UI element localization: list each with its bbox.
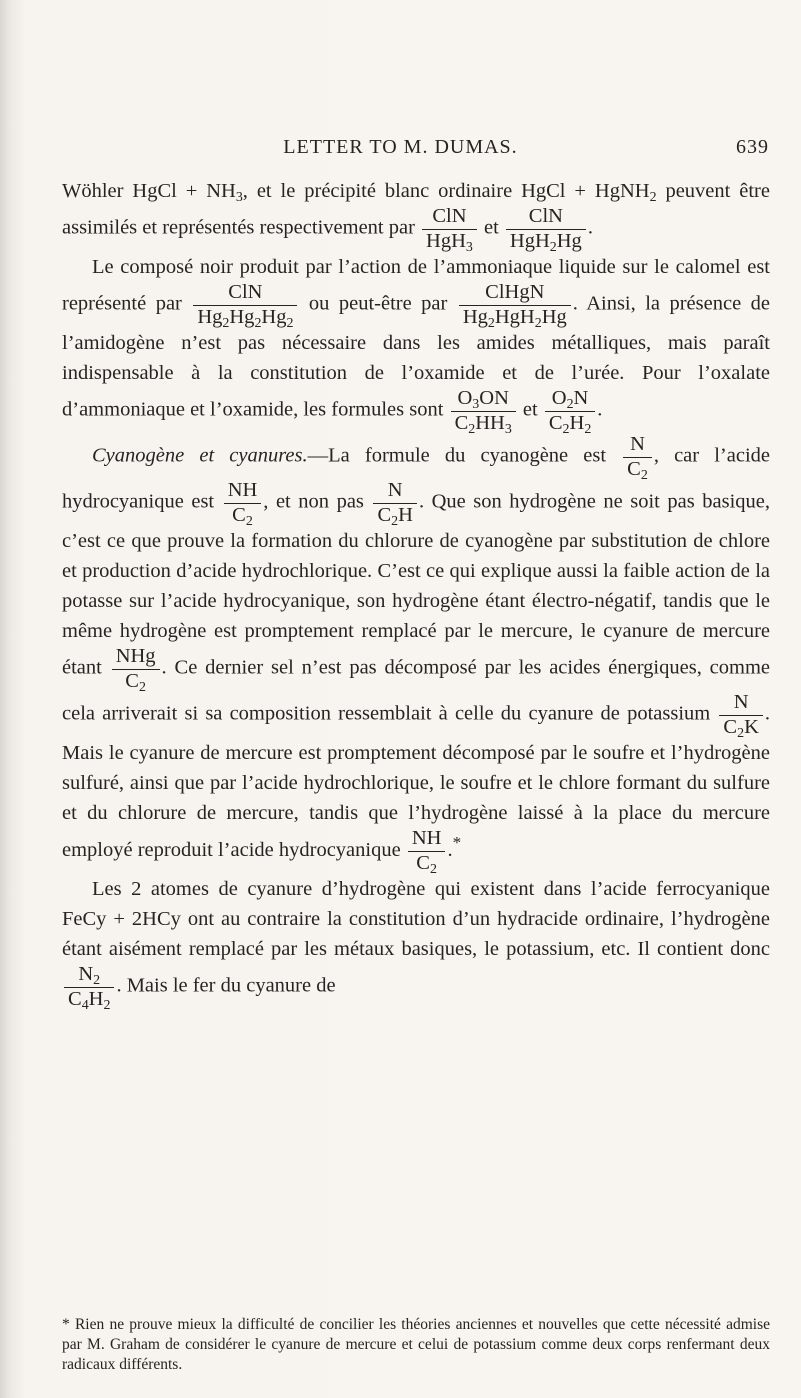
formula-text: N: [78, 963, 94, 986]
subscript: 2: [487, 315, 495, 331]
subscript: 2: [222, 315, 230, 331]
formula-text: C: [125, 669, 139, 692]
text-run: . Mais le cyanure de mercure est promptement décomposé par le soufre et l’hydrogène sulfuré, ainsi que par l’acide hydrochlorique, le soufre et le chlore formant du sulfure et du chlorure de mercure, tandis que l’hydrogène laissé à la place du mercure employé reproduit l’acide hydrocyanique: [62, 702, 770, 862]
formula-text: Hg: [229, 305, 255, 328]
denominator: [408, 852, 446, 875]
text-run: Wöhler HgCl + NH: [62, 180, 236, 202]
subscript: 2: [534, 315, 542, 331]
text-run: et: [484, 216, 499, 239]
denominator: [623, 458, 652, 481]
subscript: 3: [472, 396, 480, 412]
text-run: , et le précipité blanc ordinaire HgCl + HgNH: [242, 180, 650, 202]
text-run: . Ce dernier sel n’est pas décomposé par les acides énergiques, comme cela arriverait si sa composition ressemblait à celle du cyanure de potassium: [62, 656, 770, 725]
formula-fraction: [193, 281, 297, 331]
formula-text: C: [232, 503, 246, 526]
formula-text: HgH: [494, 305, 535, 328]
numerator: N: [373, 480, 416, 504]
formula-text: C: [416, 851, 430, 874]
formula-text: C: [454, 411, 469, 434]
denominator: $C_2K$: [723, 715, 759, 741]
formula-text: Hg: [556, 229, 582, 252]
formula-fraction: [408, 827, 446, 877]
numerator: NHg: [112, 646, 160, 670]
formula-fraction: [623, 433, 652, 483]
formula-text: C: [548, 411, 563, 434]
denominator: [422, 230, 477, 253]
subscript: 2: [566, 396, 574, 412]
formula-text: HgH: [509, 229, 550, 252]
numerator: $O_3ON$: [451, 388, 516, 412]
formula-fraction: [373, 479, 416, 529]
subscript: 2: [562, 421, 570, 437]
formula-fraction: [422, 205, 477, 255]
denominator: $C_2H_2$: [548, 411, 592, 437]
text-run: —La formule du cyanogène est: [307, 444, 607, 467]
formula-fraction: [112, 645, 160, 695]
subscript: 2: [138, 679, 146, 695]
denominator: $C_4H_2$: [68, 987, 111, 1013]
subscript: 2: [549, 239, 557, 255]
numerator: NH: [224, 480, 262, 504]
formula-text: HgH: [426, 229, 466, 252]
denominator: $C_2HH_3$: [454, 411, 512, 437]
numerator: N: [623, 434, 652, 458]
subscript: 2: [649, 189, 657, 205]
numerator: $O_2N$: [545, 388, 595, 412]
subscript: 2: [286, 315, 294, 331]
text-run: , et non pas: [263, 490, 364, 513]
text-run: Les 2 atomes de cyanure d’hydrogène qui existent dans l’acide ferrocyanique FeCy + 2HCy ont au contraire la constitution d’un hydracide ordinaire, l’hydrogène étant aisément remplacé par les métaux basiques, le potassium, etc. Il contient donc: [62, 878, 770, 961]
formula-text: Hg: [541, 305, 567, 328]
footnote-marker: *: [62, 1316, 70, 1333]
numerator: N: [719, 692, 762, 716]
formula-text: C: [377, 503, 392, 526]
formula-text: C: [627, 457, 641, 480]
formula-text: C: [723, 715, 738, 738]
footnote: [62, 1315, 770, 1375]
text-run: peuvent être assimilés et représentés respectivement par: [62, 180, 770, 239]
subscript: 2: [737, 725, 745, 741]
text-run: et: [522, 398, 538, 421]
formula-text: Hg: [261, 305, 287, 328]
denominator: $C_2H$: [377, 503, 413, 529]
subscript: 2: [93, 973, 101, 989]
denominator: [224, 504, 262, 527]
subscript: 2: [640, 467, 648, 483]
formula-fraction: [64, 963, 114, 1013]
numerator: ClN: [506, 206, 586, 230]
subscript: 3: [465, 239, 473, 255]
subscript: 3: [235, 189, 243, 205]
body-text: [62, 176, 771, 1013]
text-run: . Que son hydrogène ne soit pas basique, c’est ce que prouve la formation du chlorure de cyanogène par substitution de chlore et production d’acide hydrochlorique. C’est ce qui explique aussi la faible action de la potasse sur l’acide hydrocyanique, son hydrogène étant électro-négatif, tandis que le même hydrogène est promptement remplacé par le mercure, le cyanure de mercure étant: [62, 490, 771, 679]
subscript: 2: [245, 513, 253, 529]
paragraph: Le composé noir produit par l’action de l’ammoniaque liquide sur le calomel est représenté par $\frac{\text{ClN}}{Hg_2Hg_2Hg_2}$ ou peut-être par $\frac{\text{ClHgN}}{Hg_2HgH_2Hg}$ . Ainsi, la présence de l’amidogène n’est pas nécessaire dans les amides métalliques, mais paraît indispensable à la constitution de l’oxamide et de l’urée. Pour l’oxalate d’ammoniaque et l’oxamide, les formules sont $\frac{O_3ON}{C_2HH_3}$ et $\frac{O_2N}{C_2H_2}$ .: [62, 256, 770, 437]
denominator: [193, 306, 297, 329]
formula-text: C: [68, 987, 82, 1010]
formula-text: Hg: [462, 305, 488, 328]
footnote-marker: *: [452, 833, 462, 853]
formula-fraction: [459, 281, 571, 331]
text-run: , car l’acide hydrocyanique est: [62, 444, 770, 513]
text-run: ou peut-être par: [308, 292, 448, 315]
formula-text: Hg: [197, 305, 223, 328]
paragraph: Cyanogène et cyanures.—La formule du cyanogène est $\frac{N}{C_2}$ , car l’acide hydrocyanique est $\frac{NH}{C_2}$ , et non pas $\frac{N}{C_2H}$ . Que son hydrogène ne soit pas basique, c’est ce que prouve la formation du chlorure de cyanogène par substitution de chlore et production d’acide hydrochlorique. C’est ce qui explique aussi la faible action de la potasse sur l’acide hydrocyanique, son hydrogène étant électro-négatif, tandis que le même hydrogène est promptement remplacé par le mercure, le cyanure de mercure étant $\frac{\text{NHg}}{C_2}$ . Ce dernier sel n’est pas décomposé par les acides énergiques, comme cela arriverait si sa composition ressemblait à celle du cyanure de potassium $\frac{N}{C_2K}$ . Mais le cyanure de mercure est promptement décomposé par le soufre et l’hydrogène sulfuré, ainsi que par l’acide hydrochlorique, le soufre et le chlore formant du sulfure et du chlorure de mercure, tandis que l’hydrogène laissé à la place du mercure employé reproduit l’acide hydrocyanique $\frac{NH}{C_2}$ .*: [62, 433, 771, 877]
numerator: ClHgN: [459, 282, 571, 306]
numerator: [64, 964, 114, 988]
denominator: [506, 230, 586, 253]
denominator: [459, 306, 571, 329]
running-title: LETTER TO M. DUMAS.: [283, 136, 518, 158]
formula-text: O: [457, 387, 473, 410]
denominator: [112, 670, 160, 693]
paragraph: [62, 874, 770, 1013]
page-number: 639: [736, 136, 769, 158]
numerator: ClN: [422, 206, 477, 230]
formula-fraction: [545, 387, 595, 437]
text-run: . Mais le fer du cyanure de: [116, 975, 336, 998]
running-header: [0, 136, 801, 166]
paragraph: Wöhler HgCl + $NH_3$, et le précipité blanc ordinaire HgCl + HgNH$_2$ peuvent être assimilés et représentés respectivement par $\frac{\text{ClN}}{HgH_3}$ et $\frac{\text{ClN}}{HgH_2Hg}$ .: [62, 180, 770, 255]
formula-text: O: [551, 387, 567, 410]
formula-fraction: [224, 479, 262, 529]
formula-fraction: [719, 691, 762, 741]
subscript: 3: [504, 421, 512, 437]
numerator: NH: [408, 828, 446, 852]
text-run: Le composé noir produit par l’action de l’ammoniaque liquide sur le calomel est représenté par: [62, 256, 770, 315]
numerator: ClN: [193, 282, 297, 306]
subscript: 2: [254, 315, 262, 331]
text-run: . Ainsi, la présence de l’amidogène n’est pas nécessaire dans les amides métalliques, mais paraît indispensable à la constitution de l’oxamide et de l’urée. Pour l’oxalate d’ammoniaque et l’oxamide, les formules sont: [62, 292, 770, 421]
formula-fraction: [506, 205, 586, 255]
subscript: 2: [391, 513, 399, 529]
footnote-text: Rien ne prouve mieux la difficulté de concilier les théories anciennes et nouvelles que cette nécessité admise par M. Graham de considérer le cyanure de mercure et celui de potassium comme deux corps renfermant deux radicaux différents.: [62, 1316, 771, 1373]
subscript: 2: [468, 421, 476, 437]
subscript: 2: [429, 861, 437, 877]
section-title: Cyanogène et cyanures.: [92, 444, 308, 467]
subscript: 2: [584, 421, 592, 437]
subscript: 2: [103, 997, 111, 1013]
formula-fraction: [451, 387, 516, 437]
